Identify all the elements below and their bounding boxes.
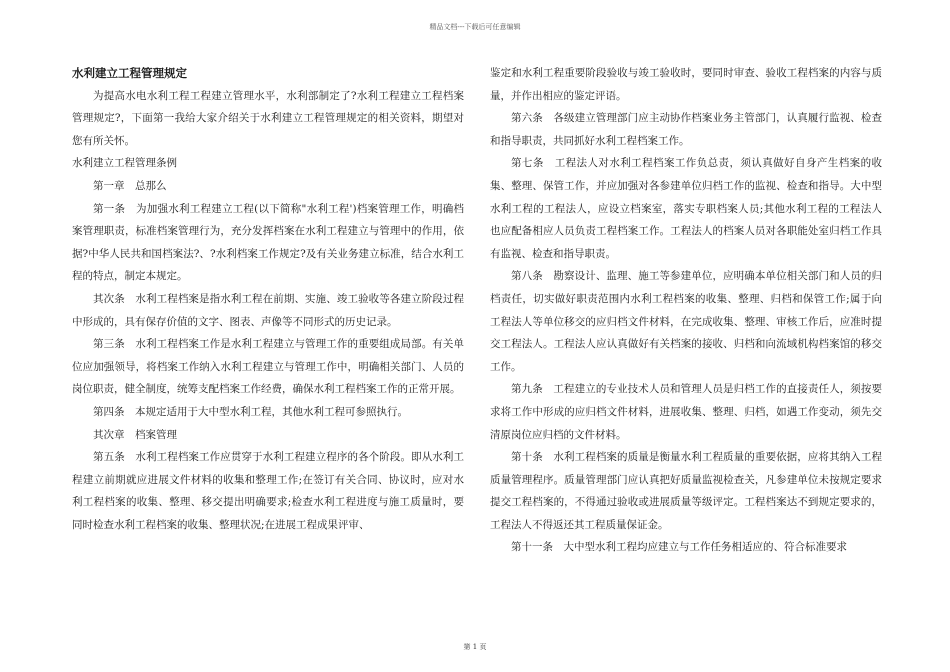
right-column bbox=[490, 62, 882, 559]
article-paragraph: 第四条 本规定适用于大中型水利工程，其他水利工程可参照执行。 bbox=[93, 405, 408, 418]
article-paragraph: 第七条 工程法人对水利工程档案工作负总责，须认真做好自身产生档案的收集、整理、保管工作，并应加强对各参建单位归档工作的监视、检查和指导。大中型水利工程的工程法人，应设立档案室，落实专职档案人员;其他水利工程的工程法人也应配备相应人员负责工程档案工作。工程法人的档案人员对各职能处室归档工作具有监视、检查和指导职责。 bbox=[490, 157, 882, 260]
article-paragraph: 第六条 各级建立管理部门应主动协作档案业务主管部门，认真履行监视、检查和指导职责，共同抓好水利工程档案工作。 bbox=[490, 112, 882, 147]
article-continuation: 鉴定和水利工程重要阶段验收与竣工验收时，要同时审查、验收工程档案的内容与质量，并作出相应的鉴定评语。 bbox=[490, 67, 882, 102]
chapter-heading: 其次章 档案管理 bbox=[93, 428, 177, 441]
article-paragraph: 第三条 水利工程档案工作是水利工程建立与管理工作的重要组成局部。有关单位应加强领导，将档案工作纳入水利工程建立与管理工作中，明确相关部门、人员的岗位职责，健全制度，统筹支配档案工作经费，确保水利工程档案工作的正常开展。 bbox=[72, 338, 464, 396]
article-paragraph: 第十一条 大中型水利工程均应建立与工作任务相适应的、符合标准要求 bbox=[511, 541, 847, 554]
article-paragraph: 第九条 工程建立的专业技术人员和管理人员是归档工作的直接责任人，须按要求将工作中形成的应归档文件材料，进展收集、整理、归档，如遇工作变动，须先交清原岗位应归档的文件材料。 bbox=[490, 383, 882, 441]
chapter-heading: 第一章 总那么 bbox=[93, 179, 167, 192]
article-paragraph: 第一条 为加强水利工程建立工程(以下简称"水利工程')档案管理工作，明确档案管理职责，标准档案管理行为，充分发挥档案在水利工程建立与管理中的作用，依据?中华人民共和国档案法?、?水利档案工作规定?及有关业务建立标准，结合水利工程的特点，制定本规定。 bbox=[72, 202, 464, 283]
article-paragraph: 第十条 水利工程档案的质量是衡量水利工程质量的重要依据，应将其纳入工程质量管理程序。质量管理部门应认真把好质量监视检查关，凡参建单位未按规定要求提交工程档案的，不得通过验收或进展质量等级评定。工程档案达不到规定要求的，工程法人不得返还其工程质量保证金。 bbox=[490, 451, 882, 531]
page-header: 精品文档---下载后可任意编辑 bbox=[429, 23, 521, 31]
article-paragraph: 第五条 水利工程档案工作应贯穿于水利工程建立程序的各个阶段。即从水利工程建立前期就应进展文件材料的收集和整理工作;在签订有关合同、协议时，应对水利工程档案的收集、整理、移交提出明确要求;检查水利工程进度与施工质量时，要同时检查水利工程档案的收集、整理状况;在进展工程成果评审、 bbox=[72, 451, 464, 531]
article-paragraph: 第八条 勘察设计、监理、施工等参建单位，应明确本单位相关部门和人员的归档责任，切实做好职责范围内水利工程档案的收集、整理、归档和保管工作;属于向工程法人等单位移交的应归档文件材料，在完成收集、整理、审核工作后，应准时提交工程法人。工程法人应认真做好有关档案的接收、归档和向流域机构档案馆的移交工作。 bbox=[490, 270, 882, 373]
left-column bbox=[72, 62, 464, 536]
page-number: 第 1 页 bbox=[463, 643, 487, 651]
article-paragraph: 其次条 水利工程档案是指水利工程在前期、实施、竣工验收等各建立阶段过程中形成的，具有保存价值的文字、图表、声像等不同形式的历史记录。 bbox=[72, 292, 464, 328]
intro-paragraph: 为提高水电水利工程工程建立管理水平，水利部制定了?水利工程建立工程档案管理规定?，下面第一我给大家介绍关于水利建立工程管理规定的相关资料，期望对您有所关怀。 bbox=[72, 89, 464, 147]
document-title: 水利建立工程管理规定 bbox=[72, 66, 187, 80]
sub-title: 水利建立工程管理条例 bbox=[72, 157, 177, 170]
